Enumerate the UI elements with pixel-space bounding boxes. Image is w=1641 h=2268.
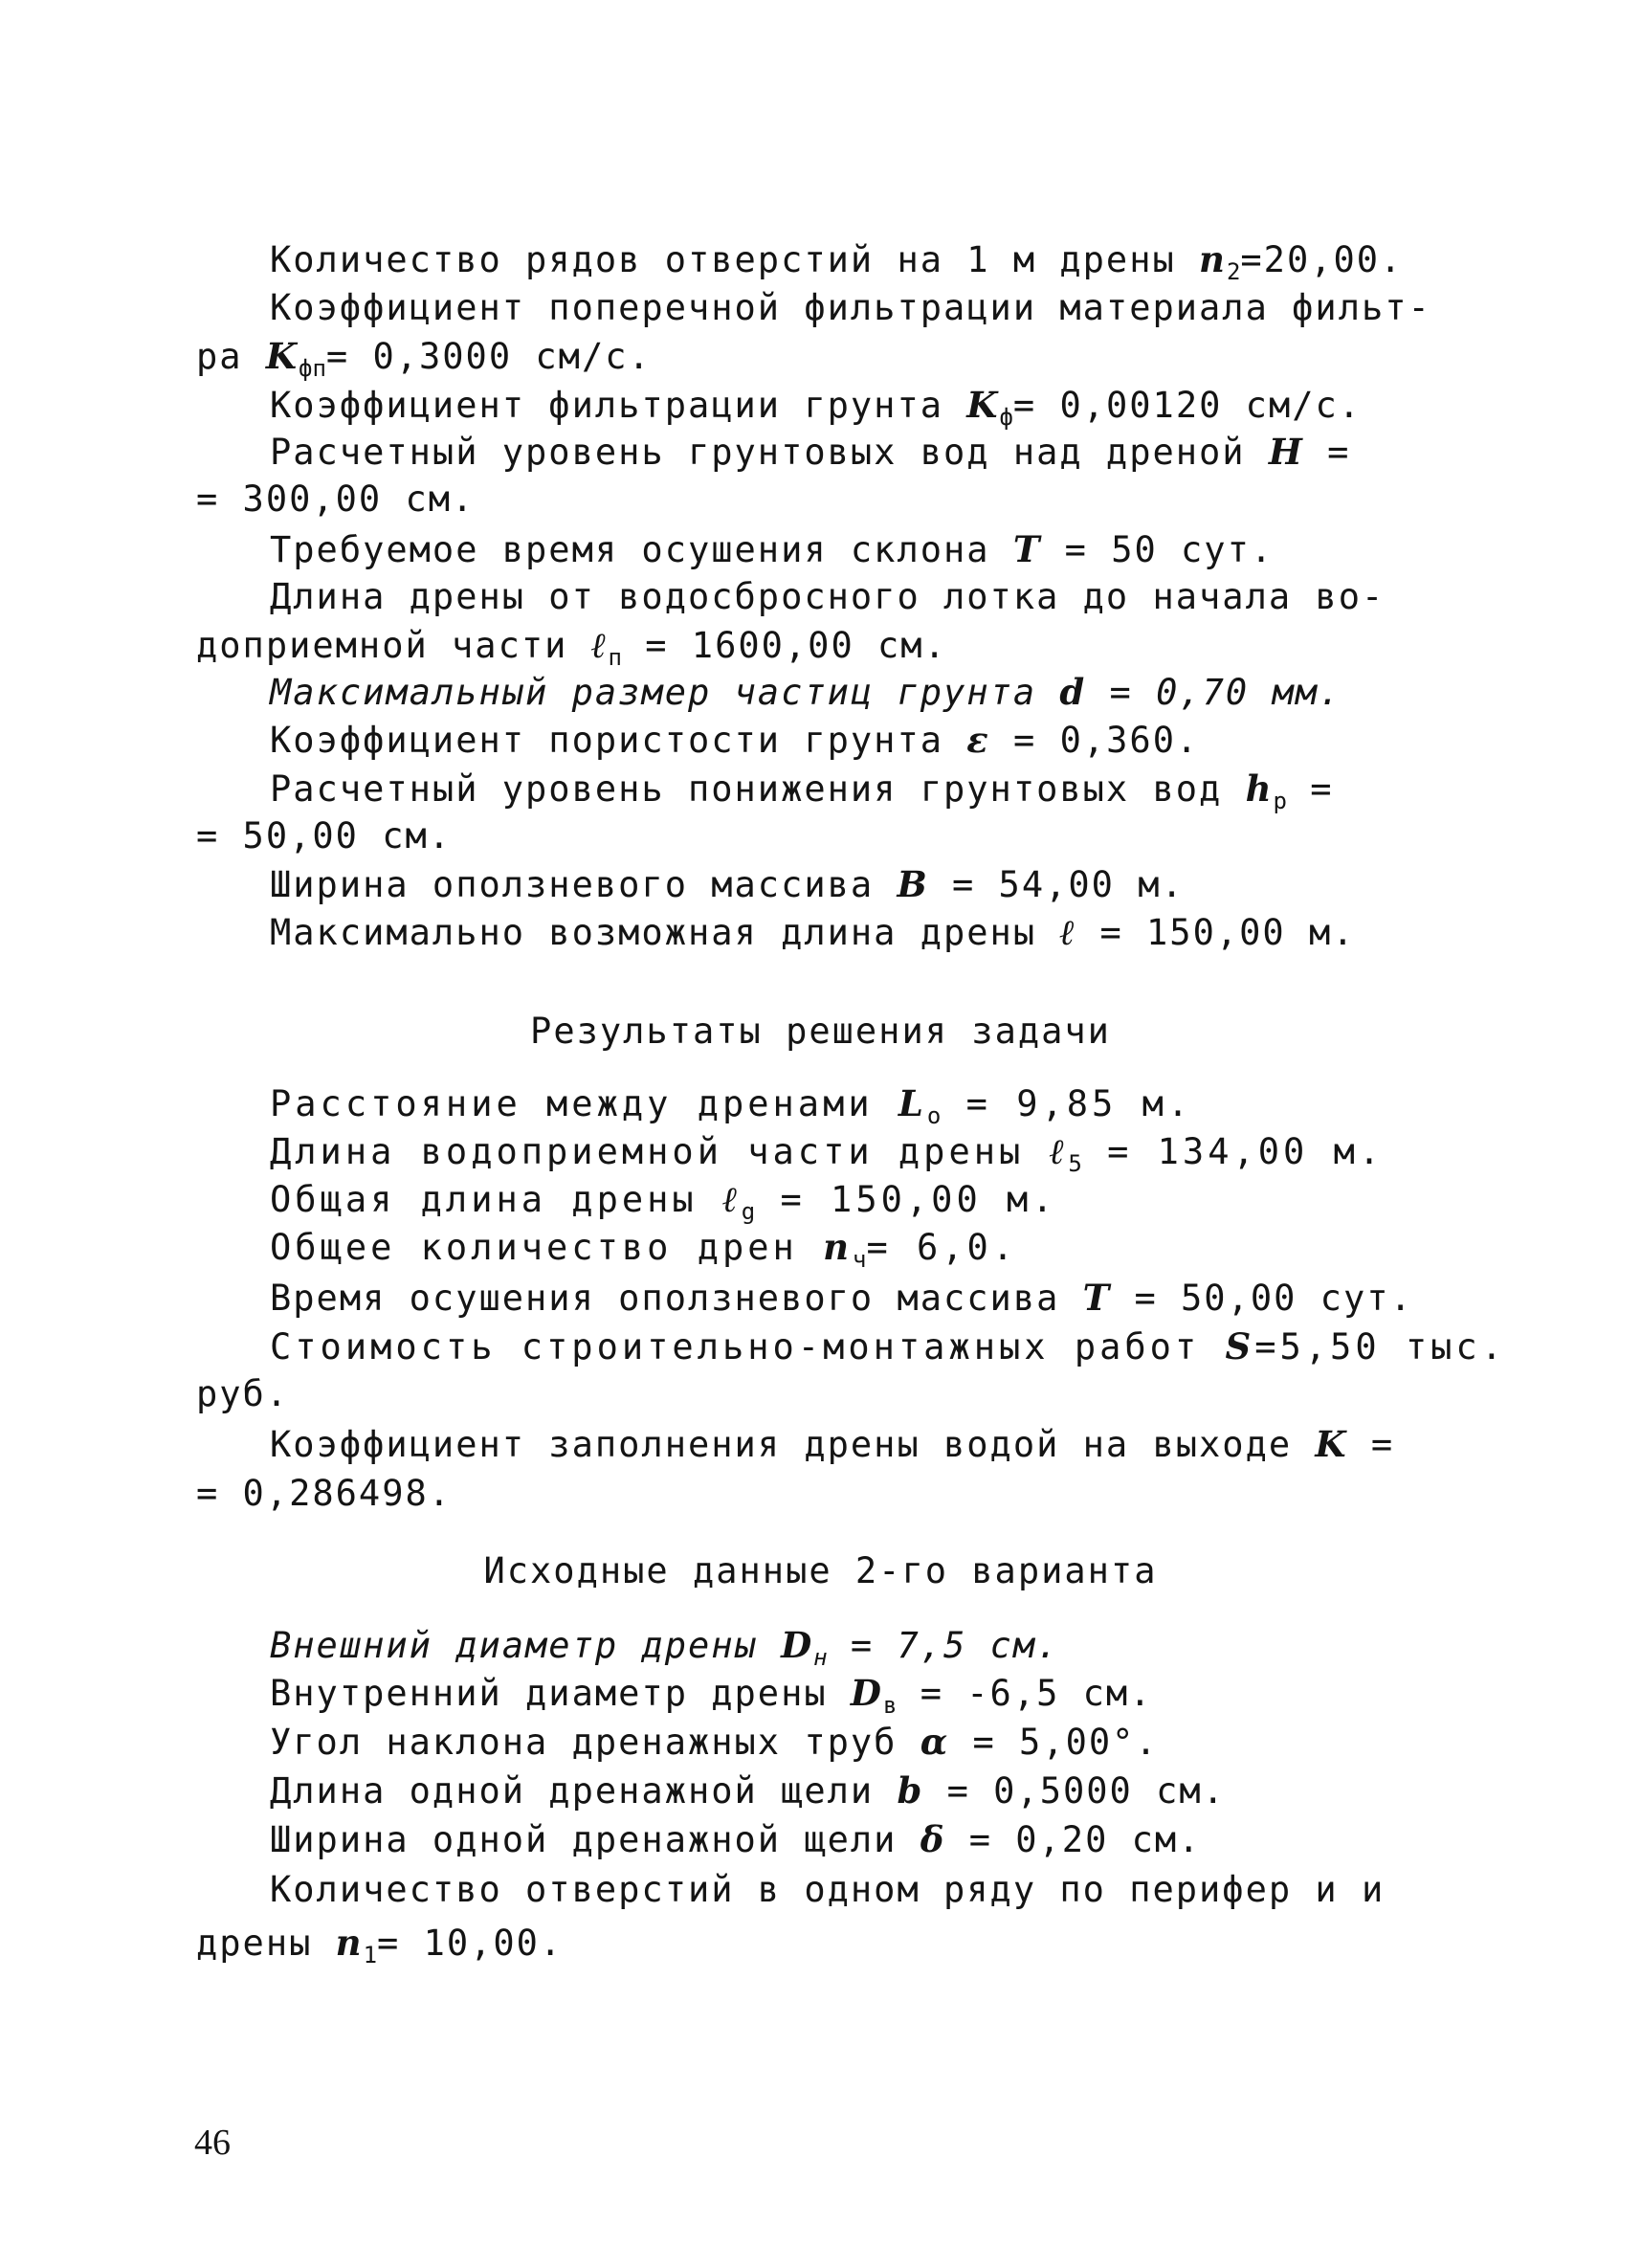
text-line: Коэффициент фильтрации грунта $K_ф= 0,00120$ см/с. [270, 384, 1363, 431]
text-line: Внешний диаметр дрены $D_н = 7,5$ см. [270, 1624, 1060, 1671]
text-line: дрены $n_1= 10,00$. [196, 1922, 564, 1968]
text-line: Длина дрены от водосбросного лотка до начала во- [270, 576, 1386, 617]
text-line: Количество отверстий в одном ряду по перифер и и [270, 1869, 1386, 1910]
text-line: Внутренний диаметр дрены $D_в = -6,5$ см. [270, 1672, 1153, 1719]
text-line: Ширина одной дренажной щели δ = 0,20 см. [270, 1818, 1202, 1860]
text-line: Длина одной дренажной щели b = 0,5000 см. [270, 1769, 1226, 1812]
text-line: Время осушения оползневого массива T = 50,00 сут. [270, 1277, 1413, 1319]
section-heading: Результаты решения задачи [530, 1011, 1111, 1052]
text-line: Расстояние между дренами $L_о = 9,85$ м. [270, 1082, 1193, 1129]
section-heading: Исходные данные 2-го варианта [483, 1550, 1158, 1591]
text-line: Коэффициент заполнения дрены водой на выходе K = [270, 1423, 1395, 1465]
text-line: Угол наклона дренажных труб α = 5,00°. [270, 1721, 1159, 1763]
text-line: Количество рядов отверстий на 1 м дрены $n_2=20,00$. [270, 238, 1404, 285]
text-line: Коэффициент поперечной фильтрации материала фильт- [270, 287, 1431, 328]
text-line: Длина водоприемной части дрены ℓ$_5$ = 134,00 м. [270, 1130, 1385, 1177]
text-line: Максимально возможная длина дрены ℓ = 150,00 м. [270, 911, 1356, 953]
text-line: = 300,00 см. [196, 478, 476, 520]
text-line: Максимальный размер частиц грунта d = 0,70 мм. [270, 671, 1342, 713]
page-number: 46 [194, 2123, 231, 2163]
text-line: Расчетный уровень грунтовых вод над дреной H = [270, 431, 1351, 473]
text-line: руб. [196, 1373, 290, 1414]
text-line: = 50,00 см. [196, 815, 453, 856]
text-line: Общее количество дрен $n_ч= 6,0$. [270, 1226, 1018, 1273]
text-line: Ширина оползневого массива B = 54,00 м. [270, 863, 1185, 905]
text-line: Требуемое время осушения склона T = 50 сут. [270, 528, 1275, 570]
text-line: Общая длина дрены ℓ$_g$ = 150,00 м. [270, 1178, 1057, 1225]
text-line: Стоимость строительно-монтажных работ S=5,50 тыс. [270, 1325, 1506, 1367]
text-line: Расчетный уровень понижения грунтовых вод $h_р$ = [270, 767, 1334, 814]
text-line: Коэффициент пористости грунта ε = 0,360. [270, 719, 1200, 761]
text-line: доприемной части ℓ$_п$ = 1600,00 см. [196, 624, 947, 671]
text-line: = 0,286498. [196, 1473, 453, 1514]
text-line: ра $K_{фп}= 0,3000$ см/с. [196, 335, 652, 382]
